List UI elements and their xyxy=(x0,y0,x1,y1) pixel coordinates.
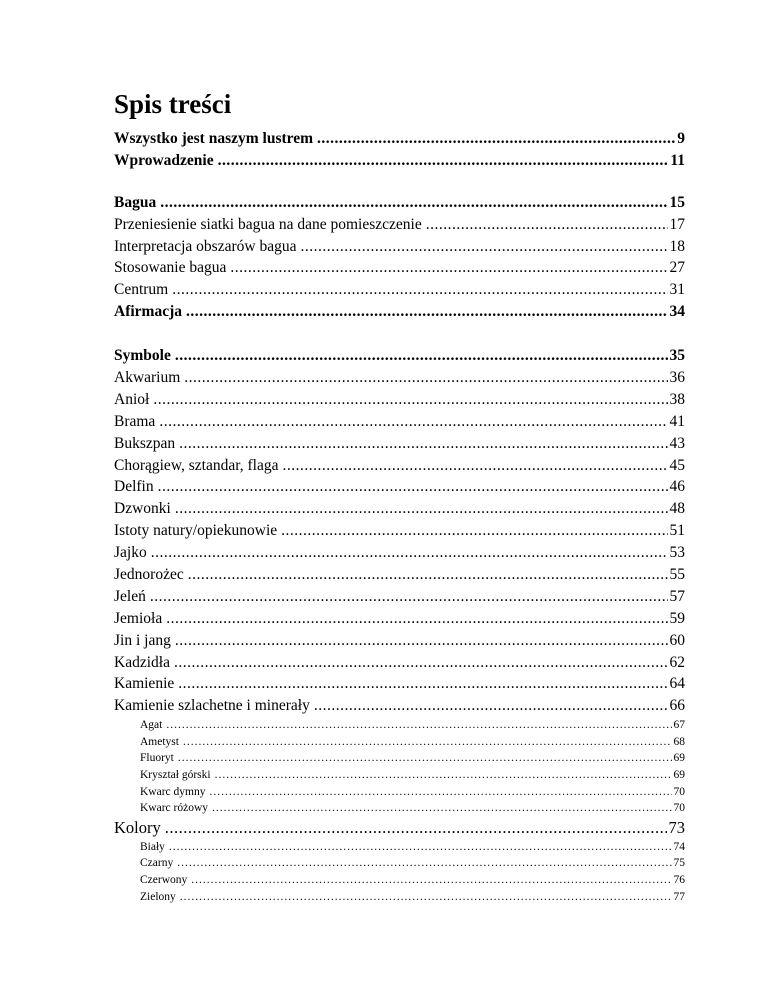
toc-entry-label: Centrum xyxy=(114,281,169,299)
toc-subentry[interactable] xyxy=(114,800,685,817)
toc-page-number: 59 xyxy=(669,609,685,627)
toc-section xyxy=(114,128,685,172)
dot-leader xyxy=(212,800,671,817)
toc-entry-label: Brama xyxy=(114,412,156,430)
dot-leader xyxy=(178,673,667,695)
toc-page-number: 67 xyxy=(673,719,685,732)
dot-leader xyxy=(218,150,669,172)
toc-page-number: 15 xyxy=(669,193,685,211)
toc-section xyxy=(114,345,685,905)
toc-page-number: 9 xyxy=(677,130,685,147)
toc-entry-label: Kamienie szlachetne i minerały xyxy=(114,697,310,715)
toc-subentry[interactable] xyxy=(114,889,685,906)
toc-entry-label: Delfin xyxy=(114,478,154,496)
toc-entry[interactable] xyxy=(114,433,685,455)
toc-page-number: 62 xyxy=(669,653,685,671)
toc-page-number: 70 xyxy=(673,785,685,798)
toc-entry-label: Jednorożec xyxy=(114,566,184,584)
toc-page-number: 38 xyxy=(669,390,685,408)
toc-subentry[interactable] xyxy=(114,839,685,856)
dot-leader xyxy=(215,767,672,784)
toc-entry[interactable] xyxy=(114,542,685,564)
dot-leader xyxy=(317,128,675,150)
toc-entry-label: Kryształ górski xyxy=(140,769,211,782)
toc-entry-label: Stosowanie bagua xyxy=(114,259,227,277)
toc-page-number: 70 xyxy=(673,802,685,815)
toc-page-number: 68 xyxy=(673,735,685,748)
toc-page-number: 73 xyxy=(668,817,685,837)
dot-leader xyxy=(426,214,668,236)
dot-leader xyxy=(169,839,672,856)
toc-entry[interactable] xyxy=(114,150,685,172)
dot-leader xyxy=(184,367,667,389)
toc-page-number: 76 xyxy=(673,873,685,886)
toc-entry[interactable] xyxy=(114,301,685,323)
toc-entry[interactable] xyxy=(114,389,685,411)
dot-leader xyxy=(314,695,668,717)
toc-entry-label: Ametyst xyxy=(140,735,179,748)
toc-entry-label: Akwarium xyxy=(114,369,181,387)
toc-page-number: 46 xyxy=(669,478,685,496)
toc-page-number: 27 xyxy=(669,259,685,277)
toc-entry[interactable] xyxy=(114,192,685,214)
toc-entry-label: Przeniesienie siatki bagua na dane pomieszczenie xyxy=(114,215,422,233)
toc-page-number: 66 xyxy=(669,697,685,715)
toc-entry[interactable] xyxy=(114,345,685,367)
toc-entry-label: Symbole xyxy=(114,347,171,365)
dot-leader xyxy=(175,630,668,652)
toc-entry[interactable] xyxy=(114,367,685,389)
toc-page-number: 69 xyxy=(673,752,685,765)
toc-entry[interactable] xyxy=(114,608,685,630)
dot-leader xyxy=(300,236,667,258)
toc-subentry[interactable] xyxy=(114,750,685,767)
toc-page-number: 74 xyxy=(673,840,685,853)
toc-page-number: 51 xyxy=(669,522,685,540)
toc-entry[interactable] xyxy=(114,817,685,839)
toc-entry-label: Jajko xyxy=(114,544,147,562)
toc-page-number: 31 xyxy=(669,281,685,299)
toc-page-number: 53 xyxy=(669,544,685,562)
toc-page-number: 43 xyxy=(669,434,685,452)
dot-leader xyxy=(159,411,667,433)
toc-entry-label: Anioł xyxy=(114,390,150,408)
dot-leader xyxy=(150,586,668,608)
toc-entry[interactable] xyxy=(114,411,685,433)
toc-entry[interactable] xyxy=(114,257,685,279)
toc-entry[interactable] xyxy=(114,236,685,258)
toc-page-number: 48 xyxy=(669,500,685,518)
toc-page-number: 75 xyxy=(673,857,685,870)
dot-leader xyxy=(191,872,671,889)
dot-leader xyxy=(175,345,668,367)
toc-entry-label: Zielony xyxy=(140,890,176,903)
toc-page-number: 11 xyxy=(670,151,685,169)
toc-page-number: 77 xyxy=(673,890,685,903)
toc-entry[interactable] xyxy=(114,279,685,301)
toc-entry[interactable] xyxy=(114,586,685,608)
dot-leader xyxy=(281,520,667,542)
toc-entry-label: Jeleń xyxy=(114,587,146,605)
toc-entry[interactable] xyxy=(114,630,685,652)
toc-entry[interactable] xyxy=(114,476,685,498)
toc-subentry[interactable] xyxy=(114,872,685,889)
toc-entry-label: Kadzidła xyxy=(114,653,170,671)
dot-leader xyxy=(153,389,667,411)
dot-leader xyxy=(179,433,667,455)
toc-entry[interactable] xyxy=(114,214,685,236)
toc-entry-label: Wprowadzenie xyxy=(114,151,214,169)
dot-leader xyxy=(166,608,667,630)
toc-entry[interactable] xyxy=(114,695,685,717)
toc-entry-label: Agat xyxy=(140,719,163,732)
toc-entry-label: Kamienie xyxy=(114,675,175,693)
toc-subentry[interactable] xyxy=(114,717,685,734)
toc-subentry[interactable] xyxy=(114,784,685,801)
dot-leader xyxy=(188,564,668,586)
dot-leader xyxy=(186,301,668,323)
table-of-contents xyxy=(114,128,685,905)
dot-leader xyxy=(178,750,672,767)
toc-entry-label: Bukszpan xyxy=(114,434,176,452)
toc-page-number: 64 xyxy=(669,675,685,693)
toc-page-number: 60 xyxy=(669,631,685,649)
toc-entry[interactable] xyxy=(114,652,685,674)
toc-entry-label: Jin i jang xyxy=(114,631,171,649)
toc-entry-label: Bagua xyxy=(114,193,157,211)
dot-leader xyxy=(172,279,667,301)
page-title: Spis treści xyxy=(114,89,232,119)
dot-leader xyxy=(151,542,668,564)
toc-page-number: 55 xyxy=(669,566,685,584)
dot-leader xyxy=(177,855,671,872)
toc-entry-label: Kolory xyxy=(114,817,161,837)
toc-page-number: 69 xyxy=(673,769,685,782)
toc-entry-label: Afirmacja xyxy=(114,303,182,321)
dot-leader xyxy=(180,889,672,906)
toc-entry-label: Interpretacja obszarów bagua xyxy=(114,237,297,255)
toc-entry[interactable] xyxy=(114,673,685,695)
toc-page-number: 18 xyxy=(669,237,685,255)
toc-subentry[interactable] xyxy=(114,734,685,751)
dot-leader xyxy=(183,734,672,751)
toc-entry[interactable] xyxy=(114,564,685,586)
toc-entry-label: Biały xyxy=(140,840,165,853)
dot-leader xyxy=(230,257,667,279)
toc-entry-label: Czerwony xyxy=(140,873,188,886)
toc-subentry[interactable] xyxy=(114,767,685,784)
toc-entry[interactable] xyxy=(114,128,685,150)
toc-entry-label: Chorągiew, sztandar, flaga xyxy=(114,456,279,474)
dot-leader xyxy=(283,455,668,477)
toc-entry-label: Fluoryt xyxy=(140,752,174,765)
toc-page-number: 45 xyxy=(669,456,685,474)
toc-page-number: 57 xyxy=(669,587,685,605)
toc-page-number: 17 xyxy=(669,215,685,233)
dot-leader xyxy=(158,476,668,498)
toc-subentry[interactable] xyxy=(114,855,685,872)
toc-entry-label: Kwarc dymny xyxy=(140,785,206,798)
toc-page-number: 41 xyxy=(669,412,685,430)
dot-leader xyxy=(175,498,668,520)
dot-leader xyxy=(166,717,671,734)
toc-page-number: 36 xyxy=(669,369,685,387)
dot-leader xyxy=(165,817,667,839)
dot-leader xyxy=(209,784,671,801)
toc-entry-label: Istoty natury/opiekunowie xyxy=(114,522,278,540)
dot-leader xyxy=(174,652,668,674)
toc-entry-label: Czarny xyxy=(140,857,174,870)
toc-page-number: 35 xyxy=(669,347,685,365)
toc-entry-label: Kwarc różowy xyxy=(140,802,209,815)
toc-entry[interactable] xyxy=(114,455,685,477)
toc-entry[interactable] xyxy=(114,498,685,520)
toc-entry-label: Wszystko jest naszym lustrem xyxy=(114,130,314,147)
dot-leader xyxy=(160,192,667,214)
toc-entry-label: Jemioła xyxy=(114,609,163,627)
toc-section xyxy=(114,192,685,323)
toc-page-number: 34 xyxy=(669,303,685,321)
toc-entry[interactable] xyxy=(114,520,685,542)
toc-entry-label: Dzwonki xyxy=(114,500,171,518)
